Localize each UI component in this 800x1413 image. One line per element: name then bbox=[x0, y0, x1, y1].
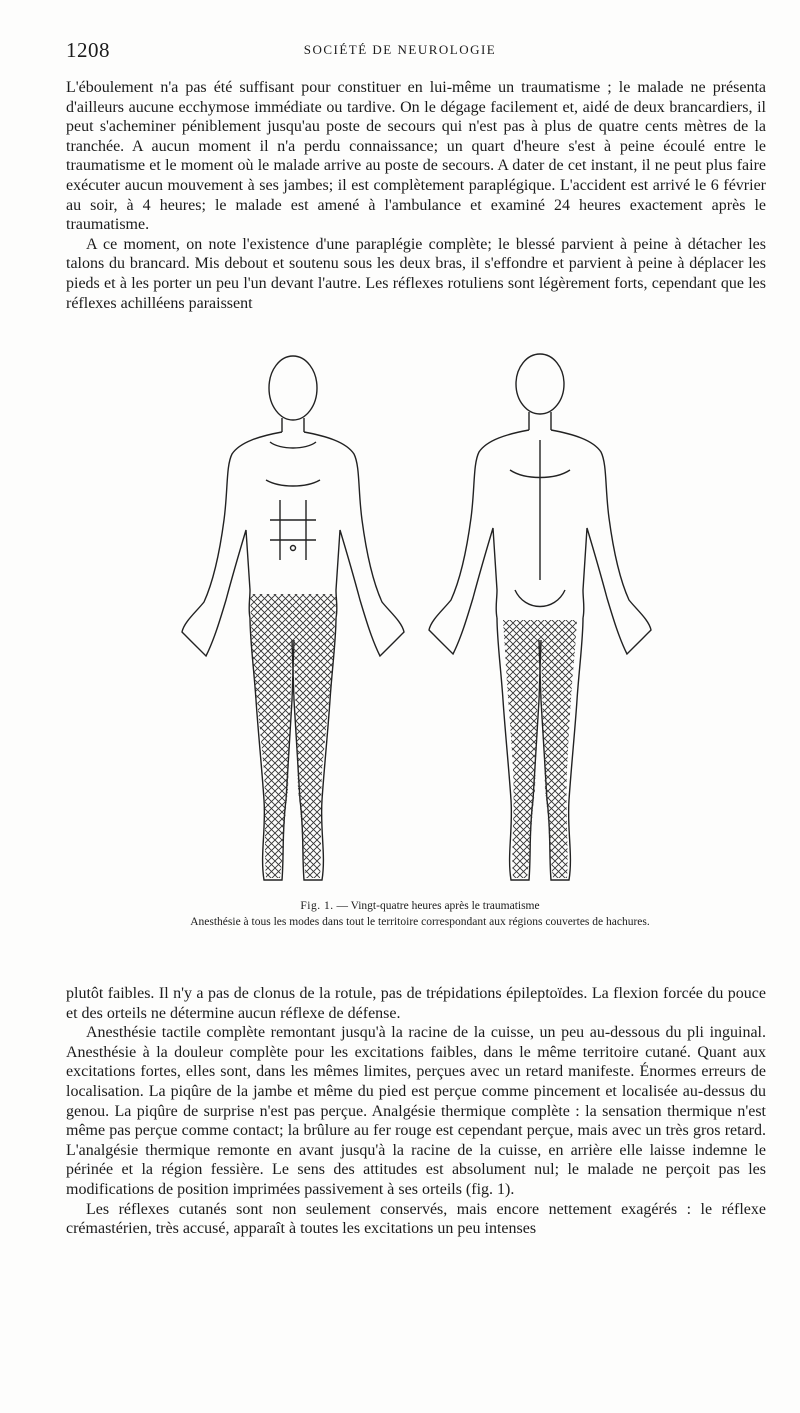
anatomical-figure bbox=[170, 350, 690, 890]
figure-title: Vingt-quatre heures après le traumatisme bbox=[350, 900, 540, 912]
body-text-top bbox=[66, 78, 766, 313]
paragraph: Les réflexes cutanés sont non seulement conservés, mais encore nettement exagérés : le réflexe crémastérien, très accusé, apparaît à toutes les excitations un peu intenses bbox=[66, 1200, 766, 1238]
caption-dash: — bbox=[336, 900, 348, 912]
body-diagram bbox=[170, 350, 690, 890]
paragraph: plutôt faibles. Il n'y a pas de clonus de la rotule, pas de trépidations épileptoïdes. La flexion forcée du pouce et des orteils ne détermine aucun réflexe de défense. bbox=[66, 985, 766, 1022]
front-hatched-region bbox=[250, 594, 336, 878]
paragraph: A ce moment, on note l'existence d'une paraplégie complète; le blessé parvient à peine à détacher les talons du brancard. Mis debout et soutenu sous les deux bras, il s'effondre et parvient à peine à déplacer les pieds et à les porter un peu l'un devant l'autre. Les réflexes rotuliens sont légèrement forts, cependant que les réflexes achilléens paraissent bbox=[66, 235, 766, 312]
running-head: SOCIÉTÉ DE NEUROLOGIE bbox=[303, 42, 497, 57]
figure-caption bbox=[150, 898, 690, 930]
paragraph: Anesthésie tactile complète remontant jusqu'à la racine de la cuisse, un peu au-dessous du pli inguinal. Anesthésie à la douleur complète pour les excitations faibles, dans le même territoire cutané. Quant aux excitations fortes, elles sont, dans les mêmes limites, perçues avec un retard manifeste. Énormes erreurs de localisation. La piqûre de la jambe et même du pied est perçue comme pincement et localisée au-dessus du genou. La piqûre de surprise n'est pas perçue. Analgésie thermique complète : la sensation thermique n'est même pas perçue comme contact; la brûlure au fer rouge est cependant perçue, mais avec un très gros retard. L'analgésie thermique remonte en avant jusqu'à la racine de la cuisse, en arrière elle laisse indemne le périnée et la région fessière. Le sens des attitudes est absolument nul; le malade ne perçoit pas les modifications de position imprimées passivement à ses orteils (fig. 1). bbox=[66, 1024, 766, 1198]
figure-label: Fig. 1. bbox=[300, 900, 334, 912]
body-text-bottom bbox=[66, 984, 766, 1239]
page-number: 1208 bbox=[66, 38, 110, 62]
figure-description: Anesthésie à tous les modes dans tout le territoire correspondant aux régions couvertes de hachures. bbox=[190, 916, 650, 928]
paragraph: L'éboulement n'a pas été suffisant pour constituer en lui-même un traumatisme ; le malade ne présenta d'ailleurs aucune ecchymose immédiate ou tardive. On le dégage facilement et, aidé de deux brancardiers, il peut s'acheminer péniblement jusqu'au poste de secours qui n'est pas à plus de quatre cents mètres de la tranchée. A aucun moment il n'a perdu connaissance; un quart d'heure s'est à peine écoulé entre le traumatisme et le moment où le malade arrive au poste de secours. A dater de cet instant, il ne peut plus faire exécuter aucun mouvement à ses jambes; il est complètement paraplégique. L'accident est arrivé le 6 février au soir, à 4 heures; le malade est amené à l'ambulance et examiné 24 heures exactement après le traumatisme. bbox=[66, 79, 766, 234]
back-view-figure bbox=[429, 354, 651, 880]
